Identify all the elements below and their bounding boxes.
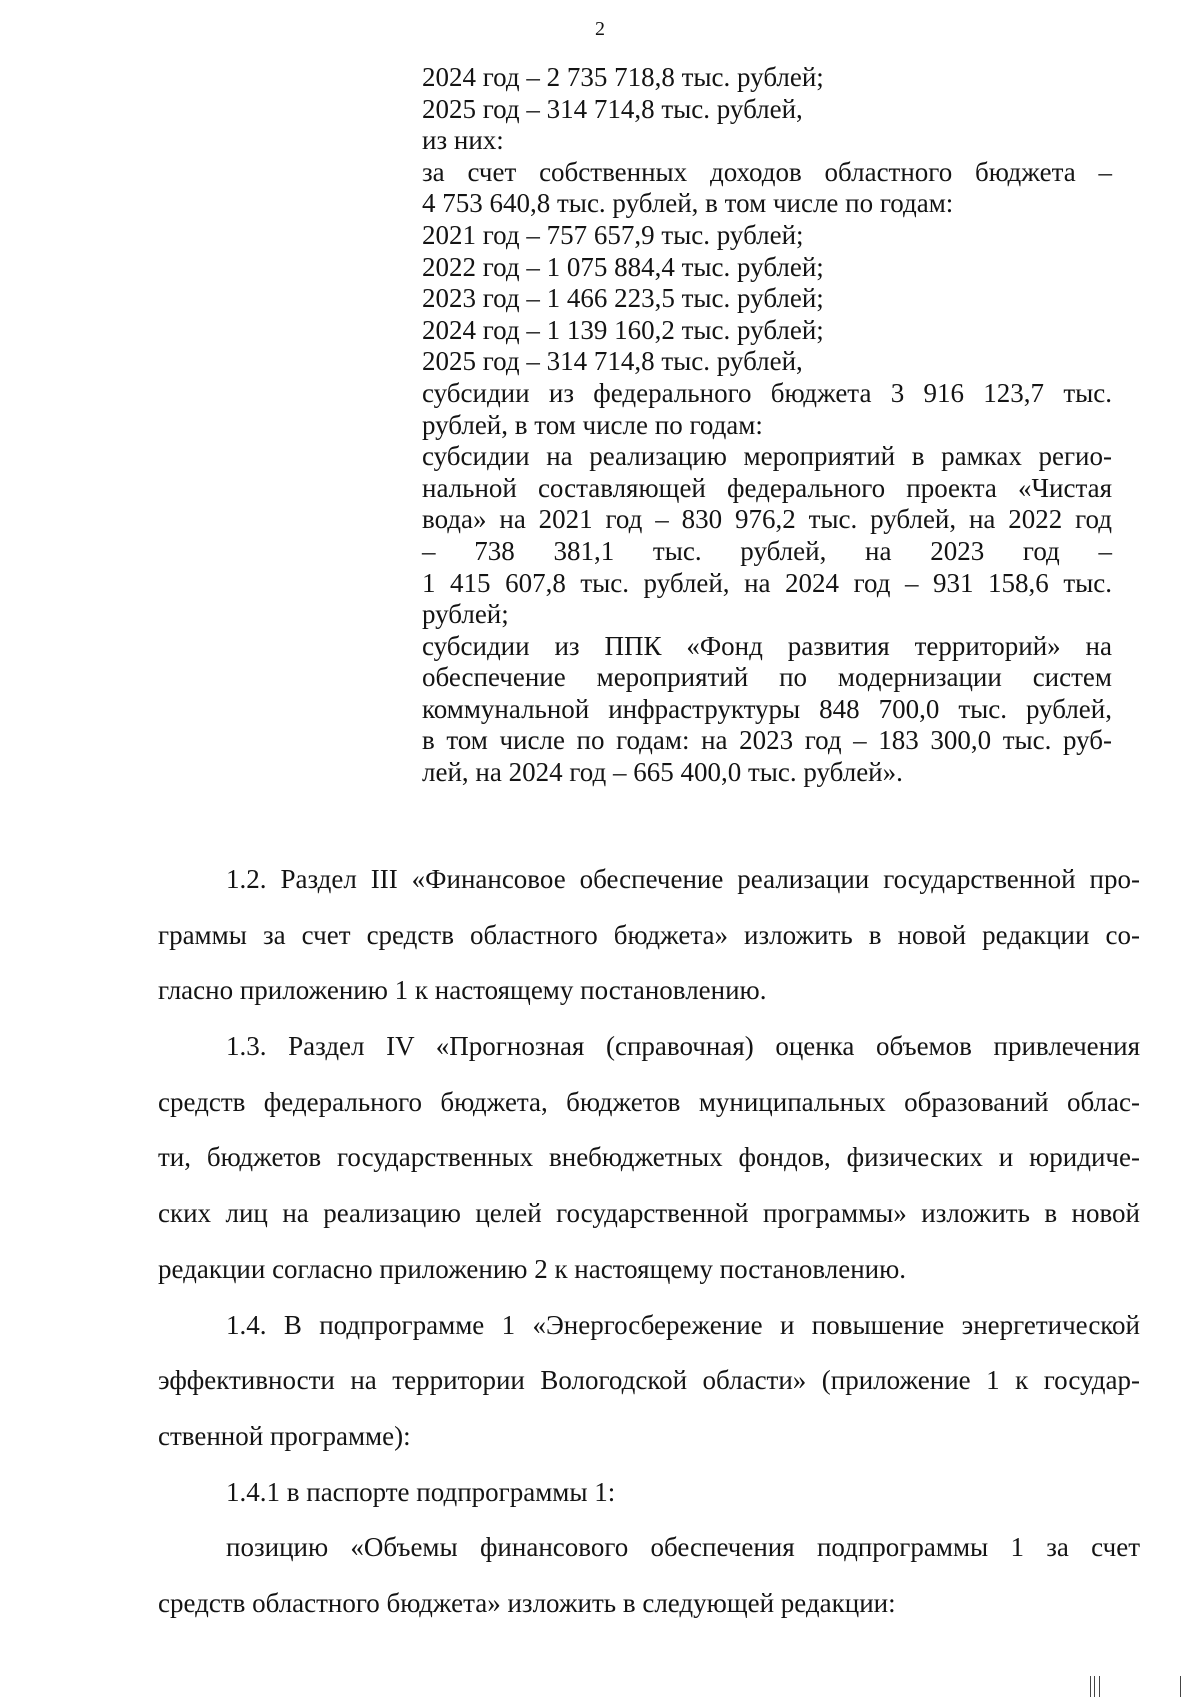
paragraph-1-3 [158,1019,1140,1297]
paragraph-line: средств областного бюджета» изложить в следующей редакции: [158,1587,896,1618]
scan-mark [1090,1676,1091,1697]
funding-line: 1 415 607,8 тыс. рублей, на 2024 год – 931 158,6 тыс. [422,567,1112,598]
scan-mark [1099,1676,1100,1697]
document-body [158,852,1140,1632]
paragraph-1-2 [158,852,1140,1019]
funding-line: 2023 год – 1 466 223,5 тыс. рублей; [422,283,824,314]
paragraph-1-4 [158,1298,1140,1465]
paragraph-line: ских лиц на реализацию целей государственной программы» изложить в новой [158,1198,1140,1229]
paragraph-line: редакции согласно приложению 2 к настоящему постановлению. [158,1253,907,1284]
funding-line: 2025 год – 314 714,8 тыс. рублей, [422,346,803,377]
paragraph-line: ственной программе): [158,1420,411,1451]
paragraph-line: ти, бюджетов государственных внебюджетных фондов, физических и юридиче- [158,1142,1140,1173]
paragraph-line: 1.4. В подпрограмме 1 «Энергосбережение и повышение энергетической [226,1309,1140,1340]
funding-line: 2022 год – 1 075 884,4 тыс. рублей; [422,251,824,282]
funding-line: в том числе по годам: на 2023 год – 183 300,0 тыс. руб- [422,725,1112,756]
paragraph-line: гласно приложению 1 к настоящему постановлению. [158,975,767,1006]
funding-line: – 738 381,1 тыс. рублей, на 2023 год – [422,535,1112,566]
paragraph-line: позицию «Объемы финансового обеспечения подпрограммы 1 за счет [226,1532,1140,1563]
funding-line: 4 753 640,8 тыс. рублей, в том числе по годам: [422,188,954,219]
funding-line: субсидии из ППК «Фонд развития территорий» на [422,630,1112,661]
funding-line: 2024 год – 1 139 160,2 тыс. рублей; [422,314,824,345]
funding-line: из них: [422,125,504,156]
scan-mark [1094,1676,1095,1697]
paragraph-line: эффективности на территории Вологодской области» (приложение 1 к государ- [158,1365,1140,1396]
page-number: 2 [595,18,605,40]
funding-line: за счет собственных доходов областного бюджета – [422,156,1112,187]
funding-line: вода» на 2021 год – 830 976,2 тыс. рублей, на 2022 год [422,504,1112,535]
paragraph-position [158,1520,1140,1631]
funding-line: рублей, в том числе по годам: [422,409,763,440]
funding-volumes-block [422,62,1112,789]
funding-line: рублей; [422,599,509,630]
funding-line: 2025 год – 314 714,8 тыс. рублей, [422,93,803,124]
funding-line: лей, на 2024 год – 665 400,0 тыс. рублей». [422,757,903,788]
paragraph-line: 1.2. Раздел III «Финансовое обеспечение реализации государственной про- [226,864,1140,894]
scan-mark [1180,1676,1181,1697]
funding-line: 2021 год – 757 657,9 тыс. рублей; [422,219,804,250]
paragraph-line: 1.3. Раздел IV «Прогнозная (справочная) оценка объемов привлечения [226,1031,1140,1062]
paragraph-1-4-1 [158,1465,1140,1521]
funding-line: обеспечение мероприятий по модернизации систем [422,662,1112,693]
funding-line: субсидии из федерального бюджета 3 916 123,7 тыс. [422,377,1112,408]
paragraph-line: граммы за счет средств областного бюджета» изложить в новой редакции со- [158,919,1140,950]
funding-line: нальной составляющей федерального проекта «Чистая [422,472,1112,503]
funding-line: коммунальной инфраструктуры 848 700,0 тыс. рублей, [422,693,1112,724]
paragraph-line: средств федерального бюджета, бюджетов муниципальных образований облас- [158,1086,1140,1117]
paragraph-line: 1.4.1 в паспорте подпрограммы 1: [226,1476,616,1507]
funding-line: 2024 год – 2 735 718,8 тыс. рублей; [422,62,824,92]
funding-line: субсидии на реализацию мероприятий в рамках регио- [422,441,1112,472]
